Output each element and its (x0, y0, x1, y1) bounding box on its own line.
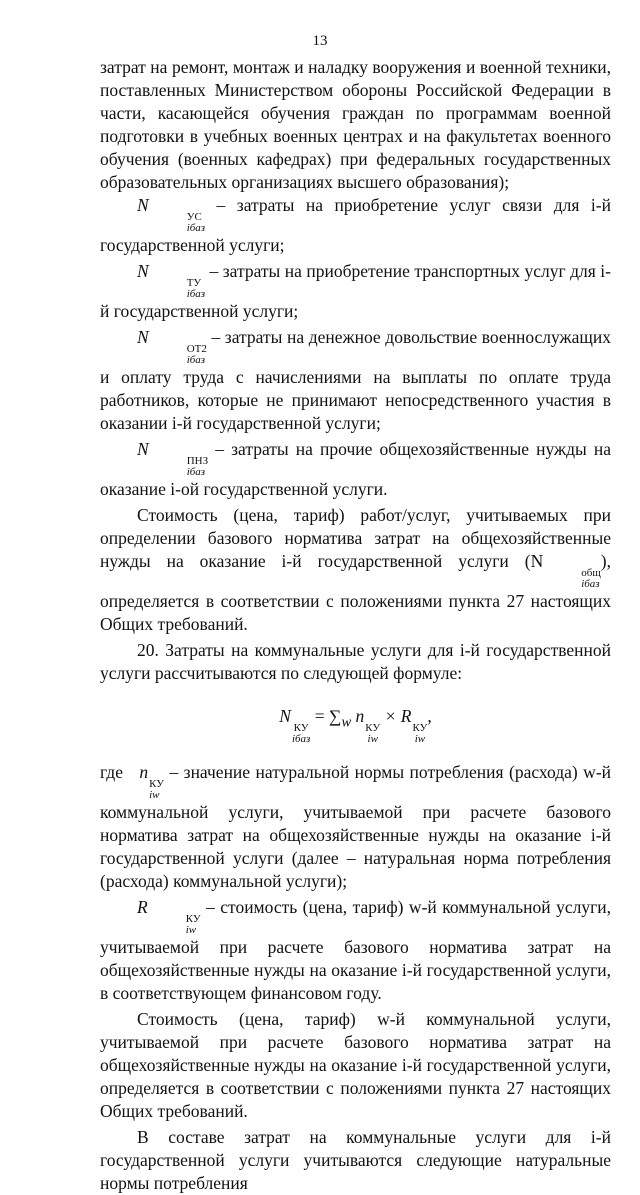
symbol-n-pnz: N ПНЗ iбаз (137, 439, 209, 478)
paragraph-utility-norms: В составе затрат на коммунальные услуги для i-й государственной услуги учитываются следующие натуральные нормы потребления (100, 1127, 611, 1193)
paragraph-cost-utility: Стоимость (цена, тариф) w-й коммунальной услуги, учитываемой при расчете базового норматива затрат на общехозяйственные нужды на оказание i-й государственной услуги, определяется в соответствии с положениями пункта 27 настоящих Общих требований. (100, 1009, 611, 1121)
definition-pnz (100, 438, 611, 501)
definition-ot2-text: – затраты на денежное довольствие военнослужащих и оплату труда с начислениями на выплаты по оплате труда работников, которые не принимают непосредственного участия в оказании i-й государственной услуги; (100, 327, 611, 433)
symbol-n-ot2: N ОТ2 iбаз (137, 327, 207, 366)
definition-us (100, 194, 611, 257)
where-r-definition: R КУ iw – стоимость (цена, тариф) w-й коммунальной услуги, учитываемой при расчете базового норматива затрат на общехозяйственные нужды на оказание i-й государственной услуги, в соответствующем финансовом году. (100, 897, 611, 1003)
symbol-r-iw: R КУ iw (137, 897, 201, 936)
symbol-n-us: N УС iбаз (137, 195, 206, 234)
formula: N КУ iбаз = $\sum_w$ n КУ iw × R КУ iw , (279, 706, 432, 745)
where-n-definition: где n КУ iw – значение натуральной нормы потребления (расхода) w-й коммунальной услуги, учитываемой при расчете базового норматива затрат на общехозяйственные нужды на оказание i-й государственной услуги (далее – натуральная норма потребления (расхода) коммунальной услуги); (100, 762, 612, 891)
paragraph-20: 20. Затраты на коммунальные услуги для i-й государственной услуги рассчитываются по следующей формуле: (100, 640, 611, 683)
paragraph-continuation: затрат на ремонт, монтаж и наладку вооружения и военной техники, поставленных Министерством обороны Российской Федерации в части, касающейся обучения граждан по программам военной подготовки в учебных военных центрах и на факультетах военного обучения (военных кафедрах) при федеральных государственных образовательных организациях высшего образования); (100, 57, 611, 192)
paragraph-cost-general: Стоимость (цена, тариф) работ/услуг, учитываемых при определении базового норматива затрат на общехозяйственные нужды на оказание i-й государственной услуги (N общ iбаз ), определяется в соответствии с положениями пункта 27 настоящих Общих требований. (100, 505, 611, 634)
definition-us-text: – затраты на приобретение услуг связи для i-й государственной услуги; (100, 195, 611, 255)
symbol-n-tu: N ТУ iбаз (137, 261, 206, 300)
symbol-n-iw: n КУ iw (139, 762, 164, 801)
definition-ot2 (100, 326, 611, 435)
definition-tu-text: – затраты на приобретение транспортных услуг для i-й государственной услуги; (100, 261, 611, 321)
page-number: 13 (312, 33, 328, 49)
page-body (100, 56, 611, 1195)
symbol-n-obsh: N общ iбаз (530, 551, 601, 590)
definition-pnz-text: – затраты на прочие общехозяйственные нужды на оказание i-ой государственной услуги. (100, 439, 611, 499)
definition-tu (100, 260, 611, 323)
